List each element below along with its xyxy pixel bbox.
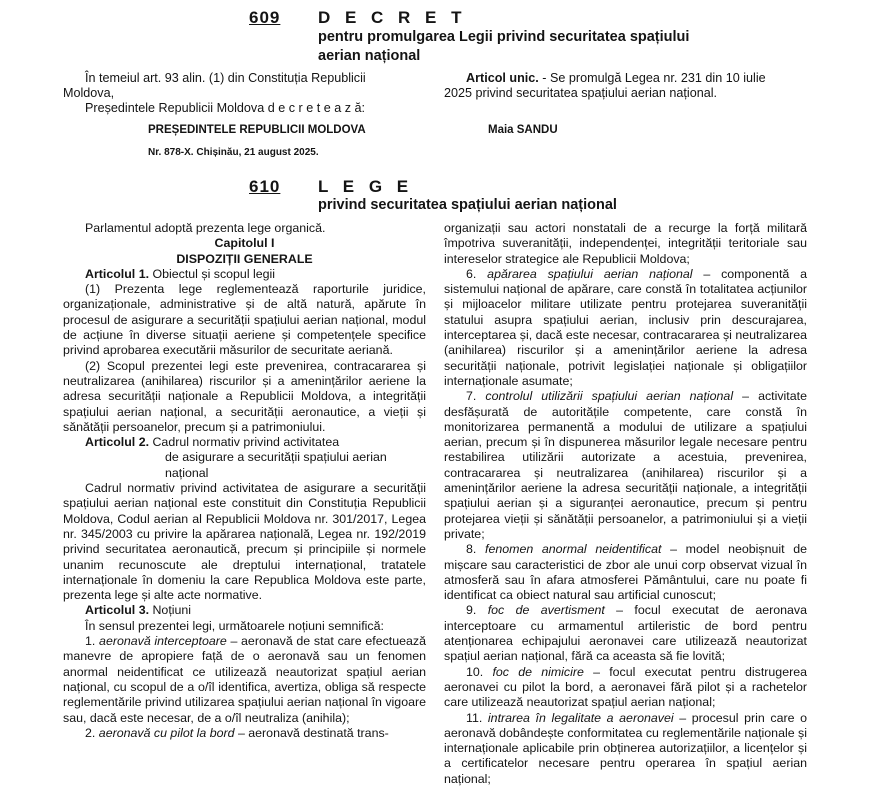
article-1-label: Articolul 1.	[85, 266, 150, 281]
decree-article-text-2: 2025 privind securitatea spațiului aerian național.	[444, 86, 718, 100]
article-1-paragraph-2: (2) Scopul prezentei legi este prevenirea, contracararea și neutralizarea (anihilarea) riscurilor și a amenințărilor aeriene la adresa securității naționale a Republicii Moldova, a integrității spațiului aerian național, a securității aeronautice, a vieții și sănătății persoanelor, precum și a patrimoniului.	[63, 358, 426, 434]
decree-article-text-1: - Se promulgă Legea nr. 231 din 10 iulie	[538, 71, 766, 85]
decree-preamble-1: În temeiul art. 93 alin. (1) din Constituția Republicii	[85, 71, 366, 85]
article-2-heading	[63, 435, 426, 450]
chapter-heading: Capitolul I	[214, 236, 275, 251]
article-2-title-3: național	[165, 465, 209, 480]
article-3-title: Noțiuni	[149, 603, 192, 618]
notion-11-number: 11.	[466, 710, 483, 725]
decree-preamble-3: Președintele Republicii Moldova d e c r e t e a z ă:	[85, 101, 366, 115]
notion-11-term: intrarea în legalitate a aeronavei	[487, 710, 674, 725]
notion-9-number: 9.	[466, 603, 477, 618]
article-3-heading	[63, 603, 426, 618]
notion-6-number: 6.	[466, 266, 477, 281]
law-left-column	[63, 221, 426, 741]
notion-6-term: apărarea spațiului aerian național	[487, 266, 693, 281]
notion-2	[63, 726, 426, 741]
law-intro: Parlamentul adoptă prezenta lege organică.	[85, 221, 326, 235]
article-2-title-1: Cadrul normativ privind activitatea	[149, 435, 340, 450]
law-title: privind securitatea spațiului aerian național	[318, 197, 617, 213]
notion-5-continuation: organizații sau actori nonstatali de a recurge la forță militară împotriva suveranității, independenței, integrității teritoriale sau intereselor strategice ale Republicii Moldova;	[444, 221, 807, 266]
notion-6-text: – componentă a sistemului național de apărare, care constă în totalitatea acțiunilor și mijloacelor militare utilizate pentru protejarea suveranității statului asupra spațiului aerian, inclusiv prin descurajarea, interceptarea și, dacă este necesar, contracararea și neutralizarea (anihilarea) riscurilor și a amenințărilor aeriene la adresa securității naționale, potrivit legislației naționale și obligațiilor internaționale asumate;	[444, 266, 807, 388]
chapter-title: DISPOZIȚII GENERALE	[176, 251, 313, 266]
signatory-title: PREȘEDINTELE REPUBLICII MOLDOVA	[148, 124, 366, 136]
notion-11-text: – procesul prin care o aeronavă dobândește conformitatea cu reglementările naționale și internaționale aplicabile prin obținerea autorizațiilor, a licențelor și a certificatelor necesare pentru operarea în spațiul aerian național;	[444, 710, 808, 786]
notion-9-term: foc de avertisment	[487, 603, 605, 618]
decree-reference: Nr. 878-X. Chișinău, 21 august 2025.	[148, 147, 319, 158]
notion-2-number: 2.	[85, 725, 96, 740]
signatory-name: Maia SANDU	[488, 124, 558, 136]
notion-1	[63, 634, 426, 726]
notion-1-term: aeronavă interceptoare	[99, 634, 227, 649]
notion-1-number: 1.	[85, 634, 96, 649]
notion-9-text: – focul executat de aeronava interceptoare cu armamentul artileristic de bord pentru atenționarea echipajului aeronavei care utilizează neautorizat spațiul aerian național, fără ca aceasta să fie lovită;	[444, 603, 807, 664]
decree-article-label: Articol unic.	[466, 71, 539, 85]
article-2-paragraph: Cadrul normativ privind activitatea de asigurare a securității spațiului aerian național este constituit din Constituția Republicii Moldova, Codul aerian al Republicii Moldova nr. 301/2017, Legea nr. 345/2003 cu privire la apărarea națională, Legea nr. 192/2019 privind securitatea aeronautică, precum și principiile și normele unanim recunoscute ale dreptului internațional, tratatele internaționale în domeniu la care Republica Moldova este parte, prezenta lege și alte acte normative.	[63, 481, 426, 603]
article-1-title: Obiectul și scopul legii	[149, 266, 276, 281]
notion-7-number: 7.	[466, 389, 477, 404]
article-3-intro: În sensul prezentei legi, următoarele noțiuni semnifică:	[85, 618, 384, 633]
notion-1-text: – aeronavă de stat care efectuează manevre de apropiere față de o aeronavă sau un fenomen anormal neidentificat ce utilizează neautorizat spațiul aerian național, cu scopul de a o/îl identifica, avertiza, obliga să respecte reglementările privind utilizarea spațiului aerian național în vigoare sau, dacă este necesar, de a o/îl neutraliza (anihila);	[63, 634, 426, 725]
law-type: L E G E	[318, 177, 414, 196]
decree-preamble-2: Moldova,	[63, 86, 115, 100]
decree-title: pentru promulgarea Legii privind securitatea spațiului aerian național	[318, 29, 690, 64]
notion-10	[444, 665, 807, 711]
notion-10-number: 10.	[466, 664, 484, 679]
decree-type: D E C R E T	[318, 8, 467, 27]
notion-6	[444, 267, 807, 389]
notion-8	[444, 542, 807, 603]
notion-9	[444, 603, 807, 664]
article-2-title-2: de asigurare a securității spațiului aerian	[165, 450, 387, 465]
notion-8-term: fenomen anormal neidentificat	[485, 542, 662, 557]
notion-10-text: – focul executat pentru distrugerea aeronavei cu pilot la bord, a aeronavei fără pilot și a rachetelor care utilizează neautorizat spațiul aerian național;	[444, 664, 807, 710]
article-3-label: Articolul 3.	[85, 603, 150, 618]
notion-7-term: controlul utilizării spațiului aerian național	[485, 389, 734, 404]
article-2-label: Articolul 2.	[85, 435, 150, 450]
notion-7	[444, 389, 807, 542]
notion-11	[444, 711, 807, 787]
law-number: 610	[249, 177, 281, 196]
article-1-paragraph-1: (1) Prezenta lege reglementează raporturile juridice, organizaționale, administrative și de altă natură, apărute în procesul de asigurare a securității spațiului aerian național, modul de acțiune în diverse situații aeriene și competențele specifice privind aprobarea executării măsurilor de securitate aeriană.	[63, 282, 426, 358]
law-right-column	[444, 221, 807, 787]
notion-7-text: – activitate desfășurată de autoritățile competente, care constă în monitorizarea permanentă a modului de utilizare a spațiului aerian, precum și în dispunerea măsurilor legale necesare pentru restabilirea utilizării autorizate a acestuia, prevenirea, contracararea și neutralizarea (anihilarea) riscurilor și a amenințărilor aeriene la adresa securității naționale, a integrității spațiului aerian și a siguranței aeronautice, precum și pentru protejarea vieții și sănătății persoanelor, a patrimoniului și a vieții private;	[444, 389, 807, 541]
notion-2-term: aeronavă cu pilot la bord	[98, 725, 235, 740]
notion-10-term: foc de nimicire	[492, 664, 584, 679]
notion-2-text: – aeronavă destinată trans-	[234, 725, 389, 740]
notion-8-text: – model neobișnuit de mișcare sau caracteristici de zbor ale unui corp observat vizual în atmosferă sau în afara atmosferei Pământului, care nu poate fi identificat ca obiect natural sau artificial cunoscut;	[444, 542, 808, 603]
article-1-heading	[63, 267, 426, 282]
decree-number: 609	[249, 8, 281, 27]
notion-8-number: 8.	[466, 542, 477, 557]
decree-article	[466, 71, 766, 86]
